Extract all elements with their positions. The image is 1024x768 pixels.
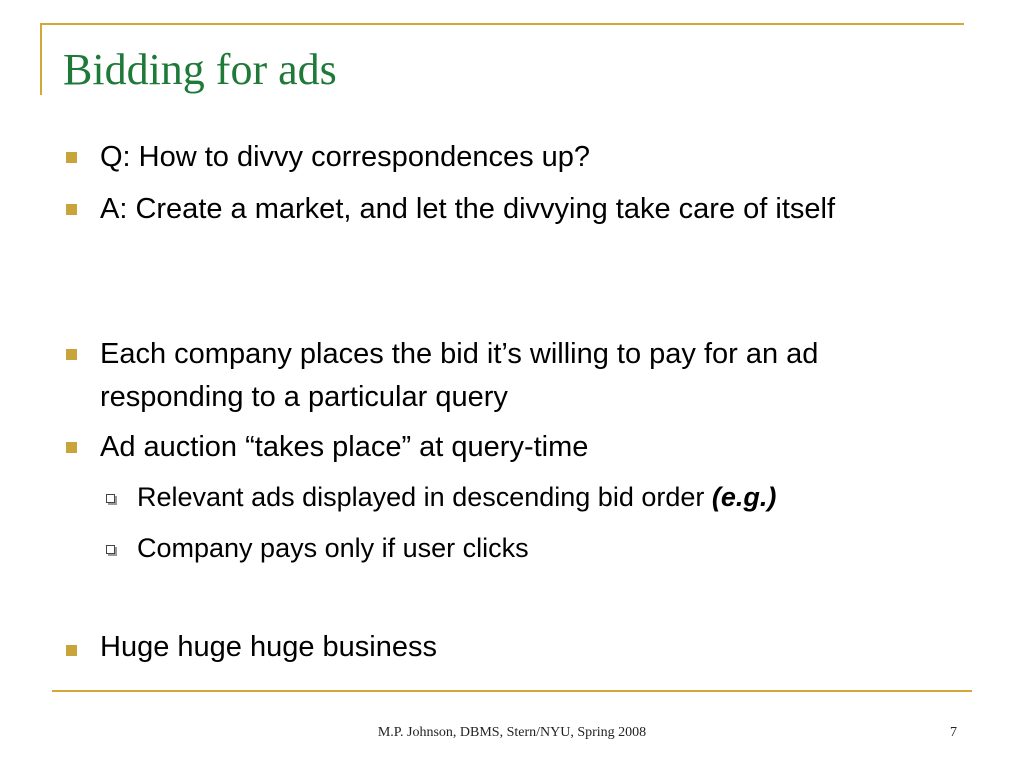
bullet-item: Each company places the bid it’s willing to pay for an ad responding to a particular query [100, 338, 819, 413]
bullet-item: Huge huge huge business [100, 631, 437, 663]
sub-bullet-text: Relevant ads displayed in descending bid order [137, 482, 712, 512]
bullet-item: Ad auction “takes place” at query-time [100, 431, 589, 463]
hollow-square-bullet-icon [106, 545, 115, 554]
square-bullet-icon [66, 204, 77, 215]
slide-title: Bidding for ads [63, 45, 337, 94]
square-bullet-icon [66, 645, 77, 656]
emphasis-text: (e.g.) [711, 482, 777, 512]
sub-bullet-item [137, 476, 967, 519]
footer-rule [52, 690, 972, 692]
sub-bullet-item: Company pays only if user clicks [137, 533, 529, 563]
bullet-item: A: Create a market, and let the divvying take care of itself [100, 193, 836, 225]
page-number: 7 [950, 725, 957, 740]
square-bullet-icon [66, 349, 77, 360]
bullet-item: Q: How to divvy correspondences up? [100, 141, 591, 173]
square-bullet-icon [66, 152, 77, 163]
square-bullet-icon [66, 442, 77, 453]
footer-text: M.P. Johnson, DBMS, Stern/NYU, Spring 2008 [377, 725, 647, 740]
hollow-square-bullet-icon [106, 494, 115, 503]
